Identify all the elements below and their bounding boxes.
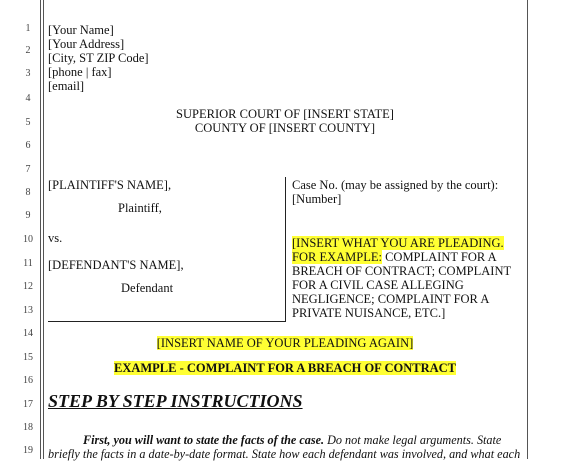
example-title: EXAMPLE - COMPLAINT FOR A BREACH OF CONTRACT bbox=[113, 361, 457, 375]
line-number: 6 bbox=[25, 140, 31, 151]
line-number: 14 bbox=[23, 328, 33, 339]
line-number: 8 bbox=[25, 187, 31, 198]
instruction-paragraph-line-2: briefly the facts in a date-by-date format. State how each defendant was involved, and what each bbox=[48, 447, 521, 461]
line-number: 7 bbox=[25, 164, 31, 175]
case-number-label: Case No. (may be assigned by the court): bbox=[292, 178, 499, 192]
step-by-step-heading: STEP BY STEP INSTRUCTIONS bbox=[48, 391, 303, 411]
line-number: 9 bbox=[25, 210, 31, 221]
header-name: [Your Name] bbox=[48, 23, 114, 37]
instruction-bold-lead: First, you will want to state the facts of the case. bbox=[83, 433, 325, 447]
line-number: 19 bbox=[23, 445, 33, 456]
pleading-line-2 bbox=[292, 250, 497, 264]
pleading-highlight-2: FOR EXAMPLE: bbox=[292, 250, 382, 264]
left-margin-rule bbox=[40, 0, 41, 459]
pleading-line-5: NEGLIGENCE; COMPLAINT FOR A bbox=[292, 292, 490, 306]
line-number: 5 bbox=[25, 117, 31, 128]
header-email: [email] bbox=[48, 79, 85, 93]
line-number: 16 bbox=[23, 375, 33, 386]
caption-divider bbox=[285, 177, 286, 322]
pleading-name-line bbox=[43, 336, 527, 350]
court-title: SUPERIOR COURT OF [INSERT STATE] bbox=[176, 107, 394, 121]
header-city: [City, ST ZIP Code] bbox=[48, 51, 149, 65]
pleading-line-1 bbox=[292, 236, 504, 250]
pleading-name-placeholder: [INSERT NAME OF YOUR PLEADING AGAIN] bbox=[156, 336, 414, 350]
pleading-text-2: COMPLAINT FOR A bbox=[381, 250, 497, 264]
line-number: 12 bbox=[23, 281, 33, 292]
line-number: 2 bbox=[25, 45, 31, 56]
defendant-role: Defendant bbox=[121, 281, 174, 295]
right-margin-rule bbox=[527, 0, 528, 459]
line-number: 10 bbox=[23, 234, 33, 245]
versus-label: vs. bbox=[48, 231, 63, 245]
left-margin-rule-double bbox=[43, 0, 44, 459]
instruction-paragraph-line-1 bbox=[83, 433, 501, 447]
instruction-text: Do not make legal arguments. State bbox=[324, 433, 502, 447]
line-number: 18 bbox=[23, 422, 33, 433]
pleading-line-4: FOR A CIVIL CASE ALLEGING bbox=[292, 278, 464, 292]
pleading-highlight-1: [INSERT WHAT YOU ARE PLEADING. bbox=[292, 236, 504, 250]
plaintiff-name: [PLAINTIFF'S NAME], bbox=[48, 178, 172, 192]
case-number-value: [Number] bbox=[292, 192, 342, 206]
header-address: [Your Address] bbox=[48, 37, 125, 51]
example-title-line bbox=[43, 361, 527, 375]
line-number: 11 bbox=[23, 258, 33, 269]
pleading-line-3: BREACH OF CONTRACT; COMPLAINT bbox=[292, 264, 512, 278]
line-number: 15 bbox=[23, 352, 33, 363]
line-number: 4 bbox=[25, 93, 31, 104]
header-phone: [phone | fax] bbox=[48, 65, 112, 79]
defendant-name: [DEFENDANT'S NAME], bbox=[48, 258, 184, 272]
line-number: 3 bbox=[25, 68, 31, 79]
line-number: 1 bbox=[25, 23, 31, 34]
line-number: 17 bbox=[23, 399, 33, 410]
caption-underline bbox=[48, 321, 285, 322]
court-county: COUNTY OF [INSERT COUNTY] bbox=[194, 121, 376, 135]
plaintiff-role: Plaintiff, bbox=[118, 201, 162, 215]
pleading-line-6: PRIVATE NUISANCE, ETC.] bbox=[292, 306, 446, 320]
line-number: 13 bbox=[23, 305, 33, 316]
